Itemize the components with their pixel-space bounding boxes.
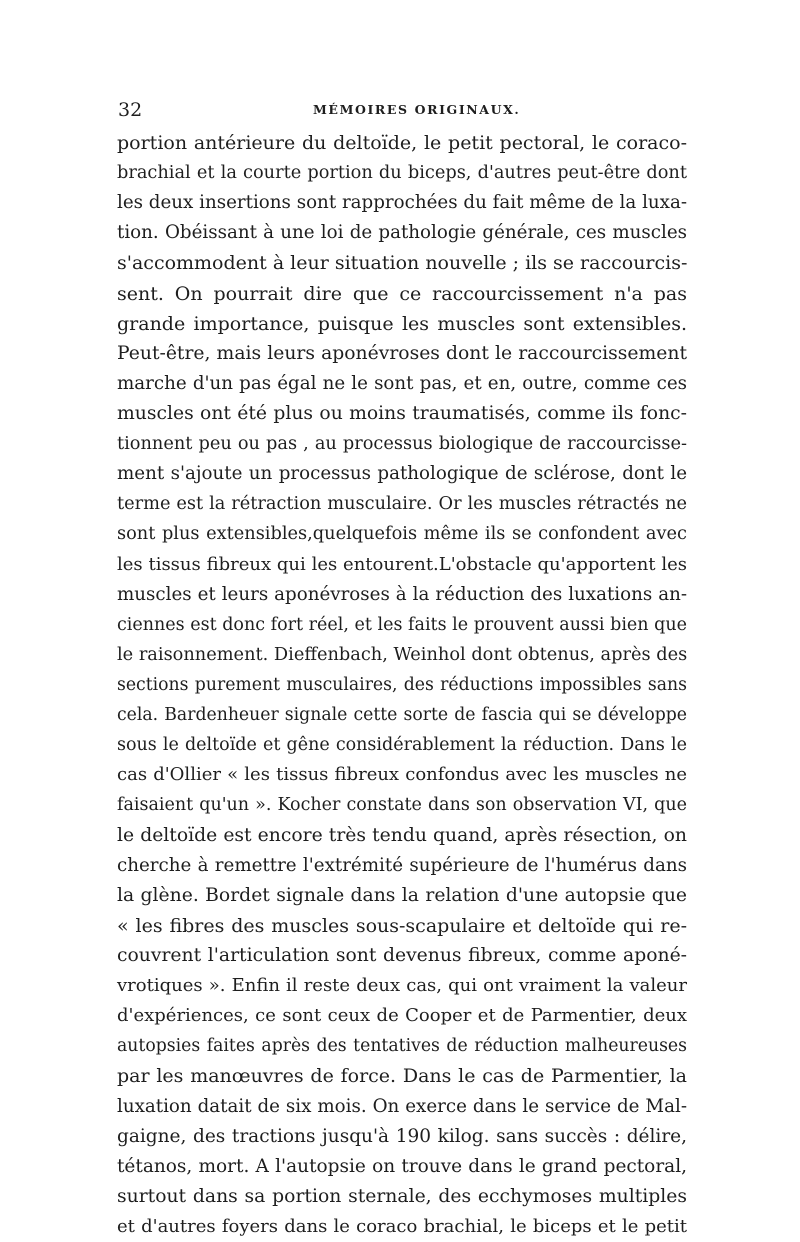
text-line: terme est la rétraction musculaire. Or les muscles rétractés ne: [117, 494, 687, 515]
text-line: faisaient qu'un ». Kocher constate dans son observation VI, que: [117, 795, 687, 816]
text-line: ciennes est donc fort réel, et les faits le prouvent aussi bien que: [117, 614, 687, 635]
text-line: luxation datait de six mois. On exerce dans le service de Mal-: [117, 1095, 687, 1117]
running-title: MÉMOIRES ORIGINAUX.: [313, 102, 521, 117]
text-line: autopsies faites après des tentatives de réduction malheureuses: [117, 1036, 687, 1057]
text-line: gaigne, des tractions jusqu'à 190 kilog. sans succès : délire,: [117, 1125, 687, 1147]
page-number: 32: [118, 99, 143, 121]
text-line: cela. Bardenheuer signale cette sorte de fascia qui se développe: [117, 705, 687, 726]
text-line: marche d'un pas égal ne le sont pas, et en, outre, comme ces: [117, 372, 687, 394]
text-line: grande importance, puisque les muscles sont extensibles.: [117, 312, 687, 335]
text-line: tétanos, mort. A l'autopsie on trouve dans le grand pectoral,: [117, 1155, 687, 1177]
text-line: d'expériences, ce sont ceux de Cooper et de Parmentier, deux: [117, 1005, 687, 1027]
text-line: par les manœuvres de force. Dans le cas de Parmentier, la: [117, 1065, 687, 1088]
text-line: sous le deltoïde et gêne considérablement la réduction. Dans le: [117, 735, 687, 756]
text-line: les deux insertions sont rapprochées du fait même de la luxa-: [117, 192, 687, 214]
text-line: les tissus fibreux qui les entourent.L'obstacle qu'apportent les: [117, 553, 687, 575]
text-line: tionnent peu ou pas , au processus biologique de raccourcisse-: [117, 434, 687, 455]
text-line: tion. Obéissant à une loi de pathologie générale, ces muscles: [117, 222, 687, 244]
text-line: le raisonnement. Dieffenbach, Weinhol dont obtenus, après des: [117, 644, 688, 665]
text-line: sent. On pourrait dire que ce raccourcissement n'a pas: [117, 282, 687, 305]
body-text: [117, 128, 687, 1242]
text-line: le deltoïde est encore très tendu quand, après résection, on: [117, 824, 687, 846]
text-line: Peut-être, mais leurs aponévroses dont le raccourcissement: [117, 342, 687, 364]
text-line: muscles ont été plus ou moins traumatisés, comme ils fonc-: [117, 402, 687, 424]
text-line: la glène. Bordet signale dans la relation d'une autopsie que: [117, 884, 687, 906]
text-line: ment s'ajoute un processus pathologique de sclérose, dont le: [117, 463, 687, 485]
text-line: surtout dans sa portion sternale, des ecchymoses multiples: [117, 1185, 687, 1207]
running-head: [118, 96, 688, 124]
text-line: cherche à remettre l'extrémité supérieure de l'humérus dans: [117, 854, 687, 876]
text-line: muscles et leurs aponévroses à la réduction des luxations an-: [117, 583, 687, 605]
text-line: cas d'Ollier « les tissus fibreux confondus avec les muscles ne: [117, 764, 687, 786]
text-line: sont plus extensibles,quelquefois même ils se confondent avec: [117, 524, 687, 545]
text-line: vrotiques ». Enfin il reste deux cas, qui ont vraiment la valeur: [117, 975, 687, 997]
text-line: sections purement musculaires, des réductions impossibles sans: [117, 674, 687, 695]
text-line: s'accommodent à leur situation nouvelle ; ils se raccourcis-: [117, 252, 688, 275]
text-line: portion antérieure du deltoïde, le petit pectoral, le coraco-: [117, 132, 687, 154]
text-line: « les fibres des muscles sous-scapulaire et deltoïde qui re-: [117, 914, 687, 937]
text-line: et d'autres foyers dans le coraco brachial, le biceps et le petit: [117, 1215, 687, 1237]
text-line: couvrent l'articulation sont devenus fibreux, comme aponé-: [117, 944, 687, 966]
text-line: brachial et la courte portion du biceps, d'autres peut-être dont: [117, 163, 687, 184]
